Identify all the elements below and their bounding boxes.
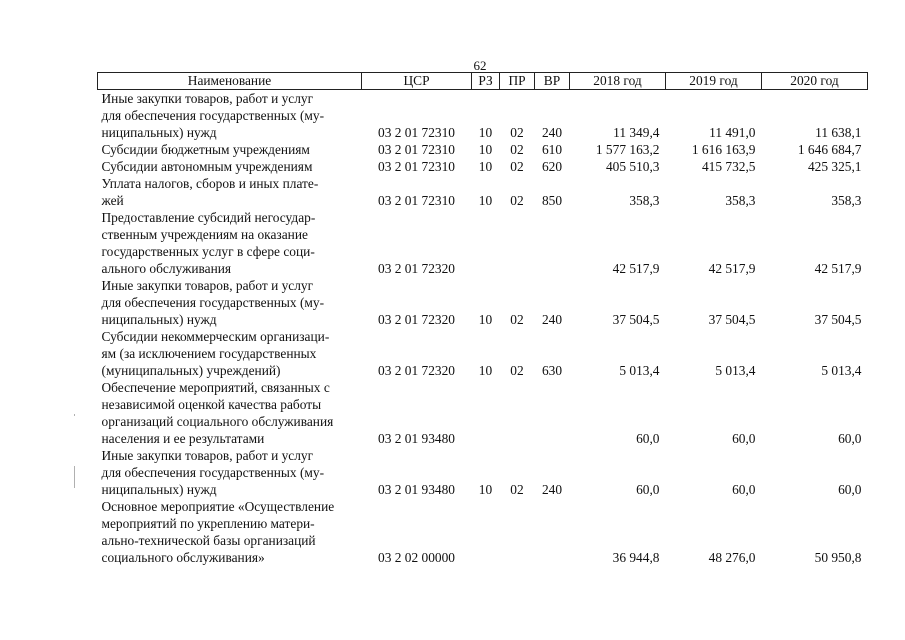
row-pr: 02 xyxy=(510,159,524,174)
row-name: Обеспечение мероприятий, связанных с независимой оценкой качества работы организаций социального обслуживания населения и ее результатами xyxy=(101,380,334,446)
table-row xyxy=(98,328,868,379)
row-value-2018: 60,0 xyxy=(636,431,660,446)
header-csr: ЦСР xyxy=(362,73,472,90)
row-value-2018: 37 504,5 xyxy=(612,312,660,327)
row-value-2020: 42 517,9 xyxy=(814,261,862,276)
row-pr xyxy=(500,498,535,566)
row-pr: 02 xyxy=(510,193,524,208)
row-value-2020: 1 646 684,7 xyxy=(797,142,862,157)
row-pr: 02 xyxy=(510,482,524,497)
row-value-2019: 5 013,4 xyxy=(715,363,756,378)
row-value-2019: 42 517,9 xyxy=(708,261,756,276)
row-vr xyxy=(535,379,570,447)
page-number: 62 xyxy=(473,58,487,73)
row-rz: 10 xyxy=(478,159,493,174)
row-rz: 10 xyxy=(478,125,493,140)
row-value-2020: 37 504,5 xyxy=(814,312,862,327)
scan-artifact-mark xyxy=(74,414,75,416)
row-value-2020: 425 325,1 xyxy=(807,159,862,174)
header-vr: ВР xyxy=(535,73,570,90)
row-vr xyxy=(535,498,570,566)
row-vr: 850 xyxy=(541,193,563,208)
row-value-2020: 60,0 xyxy=(838,482,862,497)
table-row xyxy=(98,498,868,566)
row-value-2019: 37 504,5 xyxy=(708,312,756,327)
row-value-2018: 11 349,4 xyxy=(613,125,660,140)
row-vr: 620 xyxy=(541,159,563,174)
row-name: Субсидии бюджетным учреждениям xyxy=(101,142,310,157)
row-csr: 03 2 01 72310 xyxy=(378,125,455,140)
row-csr: 03 2 01 72310 xyxy=(378,142,455,157)
row-rz xyxy=(472,209,500,277)
header-2018: 2018 год xyxy=(570,73,666,90)
table-row xyxy=(98,90,868,142)
header-2019: 2019 год xyxy=(666,73,762,90)
row-name: Основное мероприятие «Осуществление мероприятий по укреплению матери- ально-технической базы организаций социального обслуживания» xyxy=(101,499,335,565)
row-rz: 10 xyxy=(478,312,493,327)
row-vr: 630 xyxy=(541,363,563,378)
row-vr xyxy=(535,209,570,277)
table-row xyxy=(98,175,868,209)
header-name: Наименование xyxy=(98,73,362,90)
table-row xyxy=(98,158,868,175)
row-value-2020: 11 638,1 xyxy=(815,125,862,140)
table-row xyxy=(98,379,868,447)
row-rz xyxy=(472,379,500,447)
row-name: Предоставление субсидий негосудар- ственным учреждениям на оказание государственных услуг в сфере соци- ального обслуживания xyxy=(101,210,316,276)
row-csr: 03 2 01 72310 xyxy=(378,159,455,174)
row-value-2019: 1 616 163,9 xyxy=(691,142,756,157)
row-value-2019: 60,0 xyxy=(732,431,756,446)
row-pr: 02 xyxy=(510,363,524,378)
row-rz: 10 xyxy=(478,482,493,497)
table-body xyxy=(98,90,868,567)
row-rz: 10 xyxy=(478,142,493,157)
row-csr: 03 2 01 93480 xyxy=(378,482,455,497)
row-rz: 10 xyxy=(478,193,493,208)
row-value-2020: 60,0 xyxy=(838,431,862,446)
header-rz: РЗ xyxy=(472,73,500,90)
row-csr: 03 2 02 00000 xyxy=(378,550,455,565)
table-row xyxy=(98,141,868,158)
table-row xyxy=(98,277,868,328)
row-vr: 610 xyxy=(541,142,563,157)
row-pr: 02 xyxy=(510,125,524,140)
row-value-2018: 36 944,8 xyxy=(612,550,660,565)
row-name: Уплата налогов, сборов и иных плате- жей xyxy=(101,176,319,208)
row-vr: 240 xyxy=(541,125,563,140)
row-value-2019: 358,3 xyxy=(725,193,756,208)
row-name: Субсидии автономным учреждениям xyxy=(101,159,313,174)
row-value-2020: 50 950,8 xyxy=(814,550,862,565)
row-rz: 10 xyxy=(478,363,493,378)
row-value-2018: 1 577 163,2 xyxy=(595,142,660,157)
row-name: Иные закупки товаров, работ и услуг для обеспечения государственных (му- ниципальных) нужд xyxy=(101,448,325,497)
table-row xyxy=(98,447,868,498)
row-pr: 02 xyxy=(510,142,524,157)
row-value-2018: 405 510,3 xyxy=(605,159,660,174)
row-vr: 240 xyxy=(541,312,563,327)
row-csr: 03 2 01 72310 xyxy=(378,193,455,208)
row-value-2018: 358,3 xyxy=(629,193,660,208)
row-name: Иные закупки товаров, работ и услуг для обеспечения государственных (му- ниципальных) нужд xyxy=(101,278,325,327)
row-value-2018: 42 517,9 xyxy=(612,261,660,276)
table-header xyxy=(98,73,868,90)
row-csr: 03 2 01 72320 xyxy=(378,312,455,327)
row-csr: 03 2 01 72320 xyxy=(378,363,455,378)
row-value-2020: 5 013,4 xyxy=(821,363,862,378)
row-value-2018: 5 013,4 xyxy=(619,363,660,378)
scan-artifact-mark xyxy=(74,466,75,488)
row-pr: 02 xyxy=(510,312,524,327)
header-pr: ПР xyxy=(500,73,535,90)
row-csr: 03 2 01 72320 xyxy=(378,261,455,276)
row-value-2019: 415 732,5 xyxy=(701,159,756,174)
row-value-2018: 60,0 xyxy=(636,482,660,497)
row-csr: 03 2 01 93480 xyxy=(378,431,455,446)
header-2020: 2020 год xyxy=(762,73,868,90)
row-value-2020: 358,3 xyxy=(831,193,862,208)
row-name: Субсидии некоммерческим организаци- ям (за исключением государственных (муниципальных) учреждений) xyxy=(101,329,330,378)
row-rz xyxy=(472,498,500,566)
table-row xyxy=(98,209,868,277)
row-value-2019: 48 276,0 xyxy=(708,550,756,565)
row-value-2019: 60,0 xyxy=(732,482,756,497)
row-pr xyxy=(500,209,535,277)
row-value-2019: 11 491,0 xyxy=(709,125,756,140)
row-name: Иные закупки товаров, работ и услуг для обеспечения государственных (му- ниципальных) нужд xyxy=(101,91,325,140)
budget-table xyxy=(97,72,868,566)
row-pr xyxy=(500,379,535,447)
row-vr: 240 xyxy=(541,482,563,497)
